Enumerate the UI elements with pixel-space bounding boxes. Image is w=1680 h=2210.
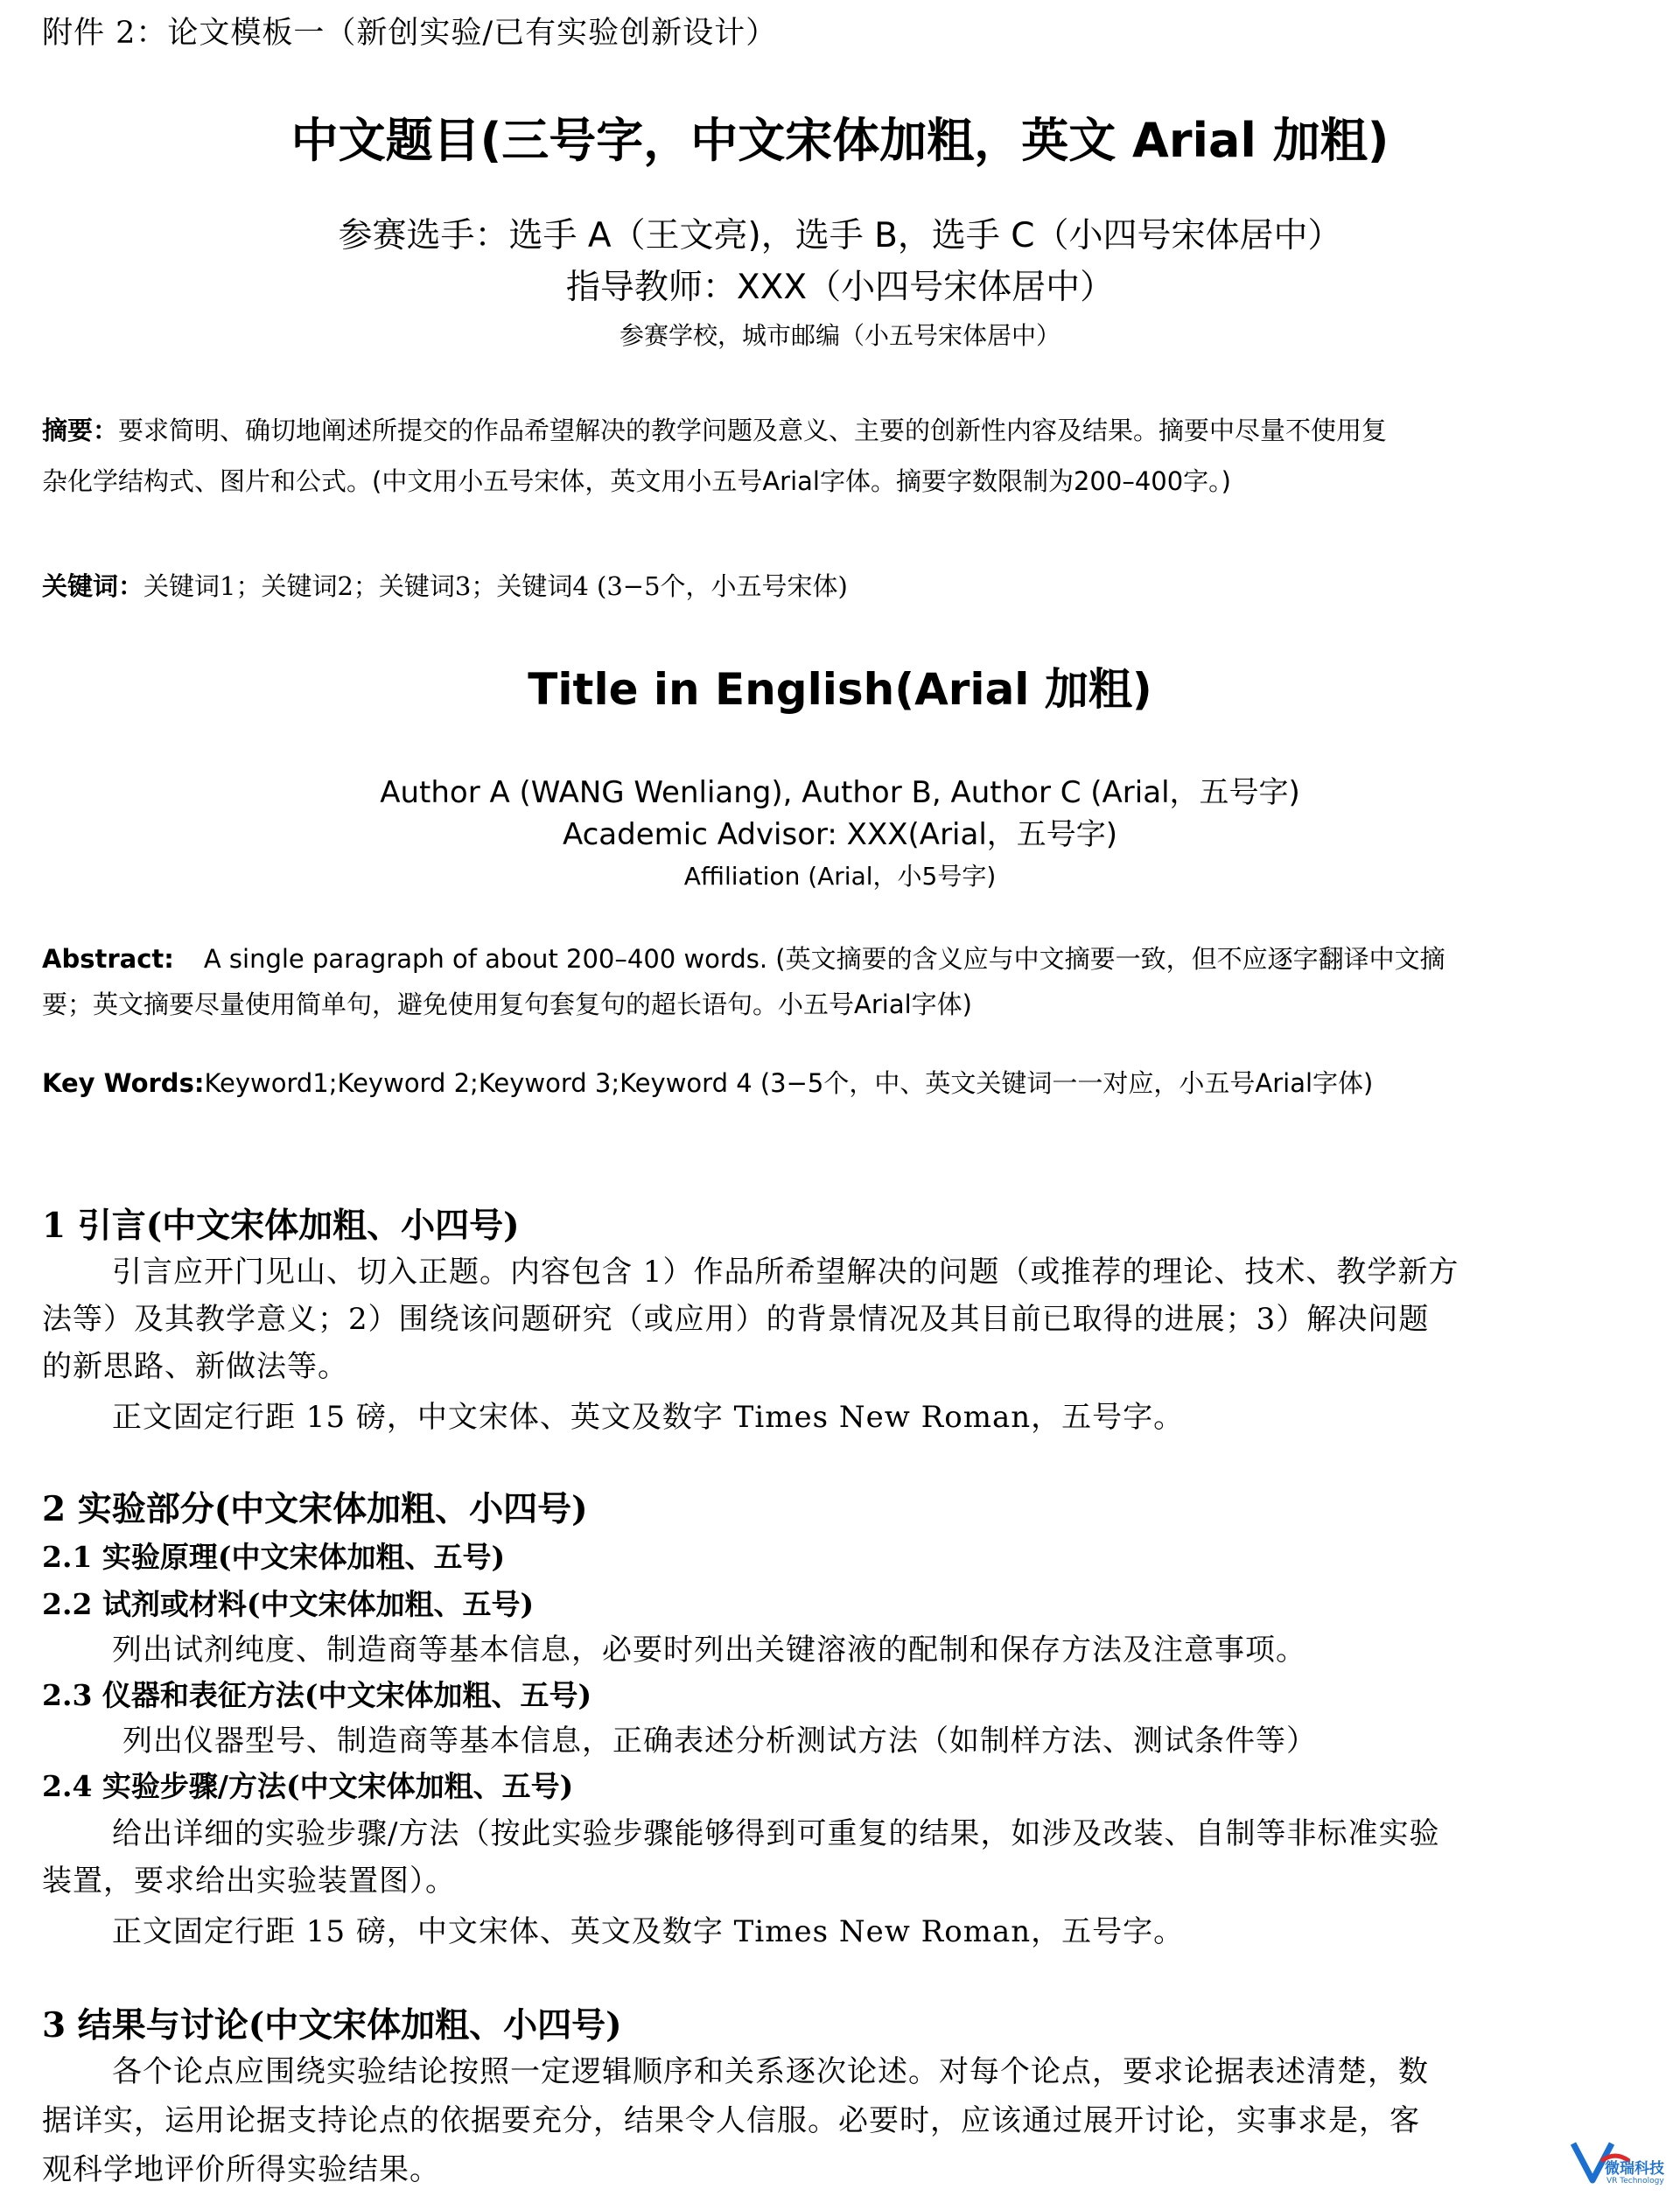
abstract-en-line1: A single paragraph of about 200–400 words. (英文摘要的含义应与中文摘要一致，但不应逐字翻译中文摘: [203, 944, 1446, 974]
section-2-heading: 2 实验部分(中文宋体加粗、小四号): [42, 1489, 588, 1529]
section-1-line3: 的新思路、新做法等。: [42, 1349, 348, 1384]
section-1-heading: 1 引言(中文宋体加粗、小四号): [42, 1206, 520, 1246]
keywords-cn-text: 关键词1；关键词2；关键词3；关键词4 (3−5个，小五号宋体): [144, 571, 848, 601]
abstract-en-label: Abstract:: [42, 944, 174, 974]
section-2-4-line1: 给出详细的实验步骤/方法（按此实验步骤能够得到可重复的结果，如涉及改装、自制等非标准实验: [112, 1816, 1440, 1851]
section-2-3-text: 列出仪器型号、制造商等基本信息，正确表述分析测试方法（如制样方法、测试条件等）: [122, 1724, 1317, 1759]
section-1-line1: 引言应开门见山、切入正题。内容包含 1）作品所希望解决的问题（或推荐的理论、技术、教学新方: [112, 1255, 1460, 1290]
keywords-en-text: Keyword1;Keyword 2;Keyword 3;Keyword 4 (3−5个，中、英文关键词一一对应，小五号Arial字体): [204, 1068, 1374, 1098]
english-keywords: [42, 1064, 1673, 1100]
chinese-advisor: 指导教师：XXX（小四号宋体居中）: [565, 268, 1115, 307]
company-logo-watermark: [1566, 2135, 1662, 2205]
keywords-cn-label: 关键词：: [42, 571, 144, 601]
section-3-line1: 各个论点应围绕实验结论按照一定逻辑顺序和关系逐次论述。对每个论点，要求论据表述清楚，数: [112, 2054, 1429, 2089]
section-3-heading: 3 结果与讨论(中文宋体加粗、小四号): [42, 2005, 622, 2046]
english-advisor: Academic Advisor: XXX(Arial，五号字): [562, 817, 1118, 852]
abstract-en-line2: 要；英文摘要尽量使用简单句，避免使用复句套复句的超长语句。小五号Arial字体): [42, 990, 972, 1019]
logo-name: 微瑞科技: [1605, 2160, 1664, 2178]
section-2-2-heading: 2.2 试剂或材料(中文宋体加粗、五号): [42, 1587, 535, 1621]
section-2-4-line3: 正文固定行距 15 磅，中文宋体、英文及数字 Times New Roman，五号字。: [112, 1914, 1185, 1949]
chinese-title: 中文题目(三号字，中文宋体加粗，英文 Arial 加粗): [290, 113, 1390, 168]
section-2-2-text: 列出试剂纯度、制造商等基本信息，必要时列出关键溶液的配制和保存方法及注意事项。: [112, 1633, 1306, 1668]
chinese-keywords: [42, 567, 1673, 603]
section-2-4-heading: 2.4 实验步骤/方法(中文宋体加粗、五号): [42, 1769, 574, 1803]
chinese-school: 参赛学校，城市邮编（小五号宋体居中）: [619, 321, 1060, 350]
section-2-3-heading: 2.3 仪器和表征方法(中文宋体加粗、五号): [42, 1678, 592, 1712]
english-title: Title in English(Arial 加粗): [528, 664, 1152, 715]
chinese-authors: 参赛选手：选手 A（王文亮)，选手 B，选手 C（小四号宋体居中）: [338, 216, 1342, 255]
section-1-line4: 正文固定行距 15 磅，中文宋体、英文及数字 Times New Roman，五号字。: [112, 1400, 1185, 1435]
logo-subtitle: VR Technology: [1606, 2177, 1664, 2186]
keywords-en-label: Key Words:: [42, 1068, 205, 1098]
section-1-line2: 法等）及其教学意义；2）围绕该问题研究（或应用）的背景情况及其目前已取得的进展；3）解决问题: [42, 1302, 1430, 1337]
english-affiliation: Affiliation (Arial，小5号字): [683, 862, 997, 891]
section-2-1-heading: 2.1 实验原理(中文宋体加粗、五号): [42, 1540, 506, 1574]
section-3-line3: 观科学地评价所得实验结果。: [42, 2152, 440, 2187]
abstract-cn-line1: 要求简明、确切地阐述所提交的作品希望解决的教学问题及意义、主要的创新性内容及结果。摘要中尽量不使用复: [118, 416, 1388, 445]
abstract-cn-line2: 杂化学结构式、图片和公式。(中文用小五号宋体，英文用小五号Arial字体。摘要字数限制为200–400字。): [42, 466, 1231, 496]
english-authors: Author A (WANG Wenliang), Author B, Author C (Arial，五号字): [380, 775, 1300, 810]
section-3-line2: 据详实，运用论据支持论点的依据要充分，结果令人信服。必要时，应该通过展开讨论，实事求是，客: [42, 2103, 1420, 2138]
section-2-4-line2: 装置，要求给出实验装置图）。: [42, 1864, 456, 1899]
attachment-header: 附件 2：论文模板一（新创实验/已有实验创新设计）: [42, 16, 778, 51]
abstract-cn-label: 摘要：: [42, 416, 119, 445]
